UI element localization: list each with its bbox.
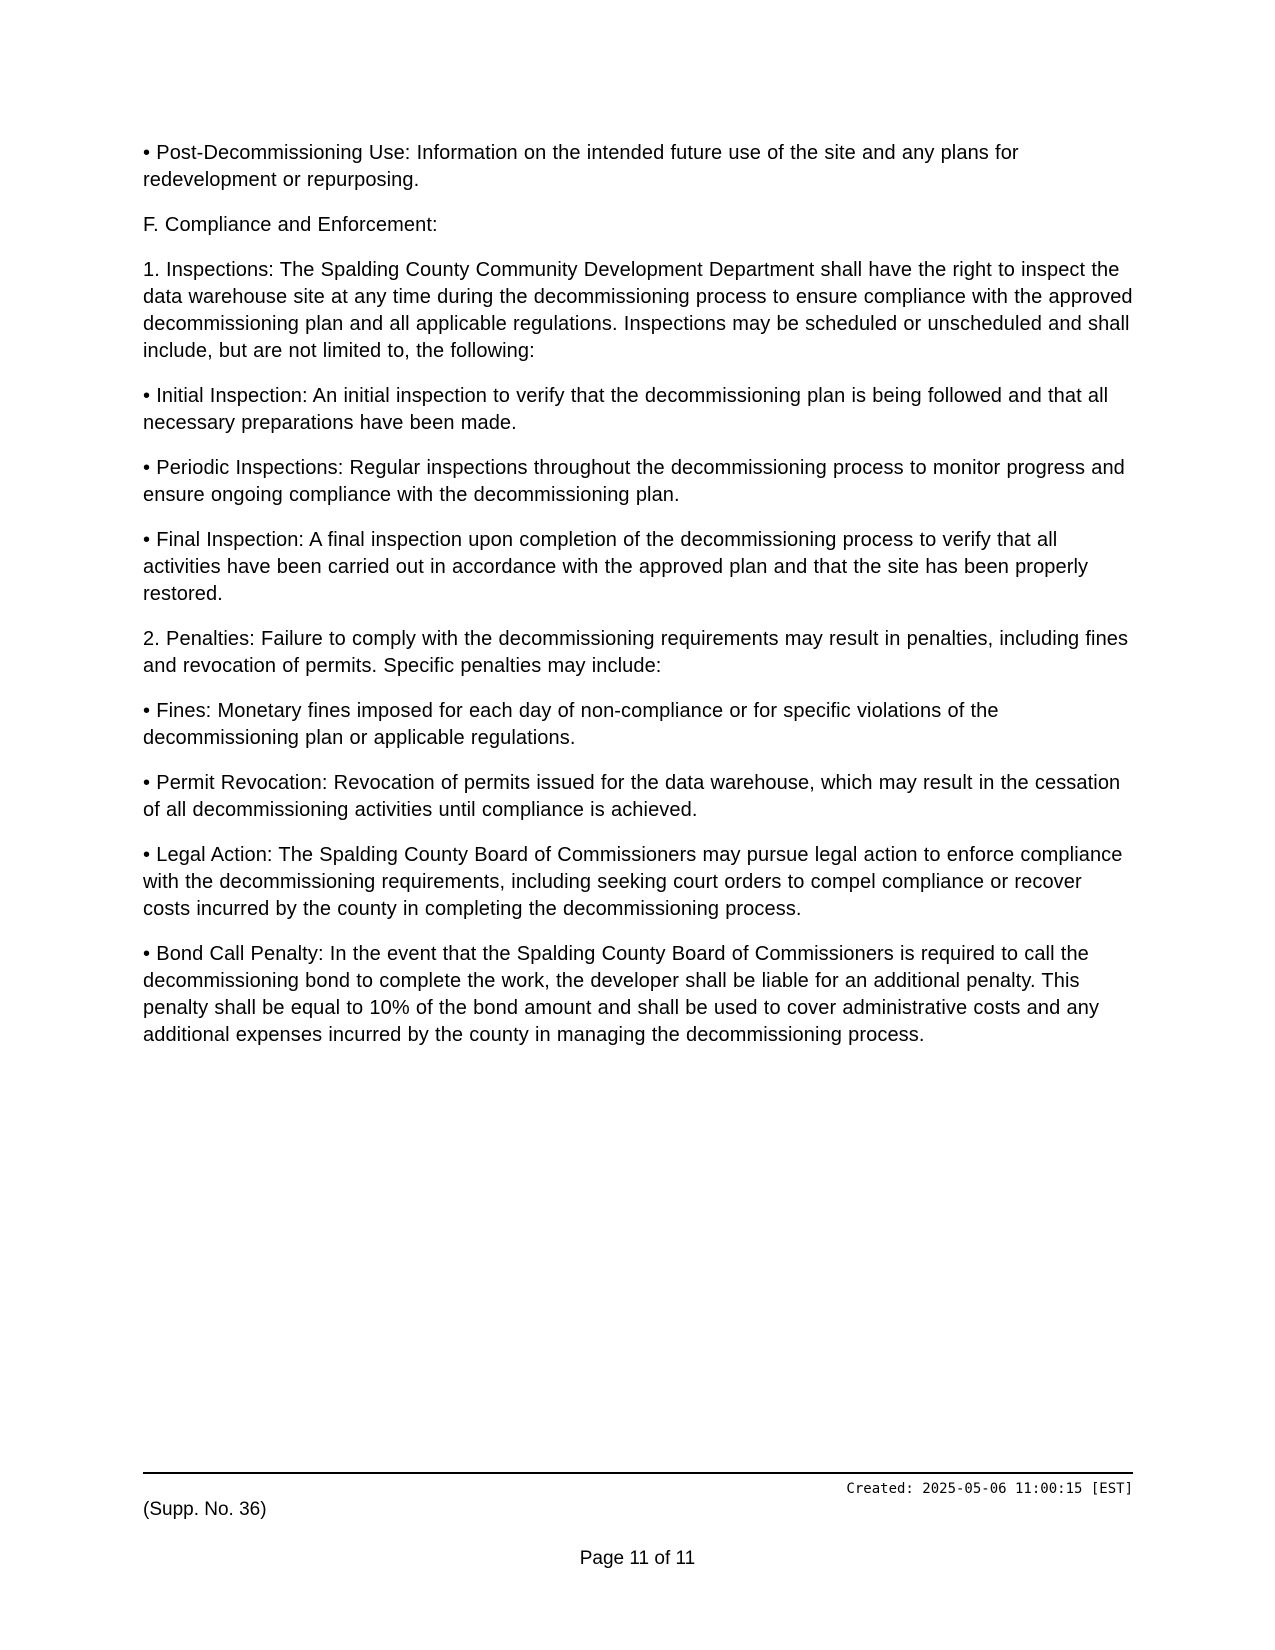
- paragraph-periodic-inspections: • Periodic Inspections: Regular inspections throughout the decommissioning process to monitor progress and ensure ongoing compliance with the decommissioning plan.: [143, 457, 1125, 506]
- created-timestamp: Created: 2025-05-06 11:00:15 [EST]: [846, 1481, 1133, 1497]
- page-number: Page 11 of 11: [579, 1548, 696, 1569]
- paragraph-final-inspection: • Final Inspection: A final inspection upon completion of the decommissioning process to verify that all activities have been carried out in accordance with the approved plan and that the site has been properly restored.: [143, 529, 1089, 605]
- document-body: [143, 140, 1135, 1067]
- paragraph-permit-revocation: • Permit Revocation: Revocation of permits issued for the data warehouse, which may result in the cessation of all decommissioning activities until compliance is achieved.: [143, 772, 1121, 821]
- paragraph-post-decommissioning-use: • Post-Decommissioning Use: Information on the intended future use of the site and any plans for redevelopment or repurposing.: [143, 142, 1019, 191]
- supplement-number: (Supp. No. 36): [143, 1499, 267, 1520]
- paragraph-penalties: 2. Penalties: Failure to comply with the decommissioning requirements may result in penalties, including fines and revocation of permits. Specific penalties may include:: [143, 628, 1129, 677]
- paragraph-fines: • Fines: Monetary fines imposed for each day of non-compliance or for specific violations of the decommissioning plan or applicable regulations.: [143, 700, 999, 749]
- paragraph-bond-call-penalty: • Bond Call Penalty: In the event that the Spalding County Board of Commissioners is required to call the decommissioning bond to complete the work, the developer shall be liable for an additional penalty. This penalty shall be equal to 10% of the bond amount and shall be used to cover administrative costs and any additional expenses incurred by the county in managing the decommissioning process.: [143, 943, 1100, 1046]
- paragraph-legal-action: • Legal Action: The Spalding County Board of Commissioners may pursue legal action to enforce compliance with the decommissioning requirements, including seeking court orders to compel compliance or recover costs incurred by the county in completing the decommissioning process.: [143, 844, 1123, 920]
- paragraph-initial-inspection: • Initial Inspection: An initial inspection to verify that the decommissioning plan is being followed and that all necessary preparations have been made.: [143, 385, 1109, 434]
- footer-divider: [143, 1472, 1133, 1474]
- heading-compliance-and-enforcement: F. Compliance and Enforcement:: [143, 214, 438, 236]
- paragraph-inspections: 1. Inspections: The Spalding County Community Development Department shall have the right to inspect the data warehouse site at any time during the decommissioning process to ensure compliance with the approved decommissioning plan and all applicable regulations. Inspections may be scheduled or unscheduled and shall include, but are not limited to, the following:: [143, 259, 1133, 362]
